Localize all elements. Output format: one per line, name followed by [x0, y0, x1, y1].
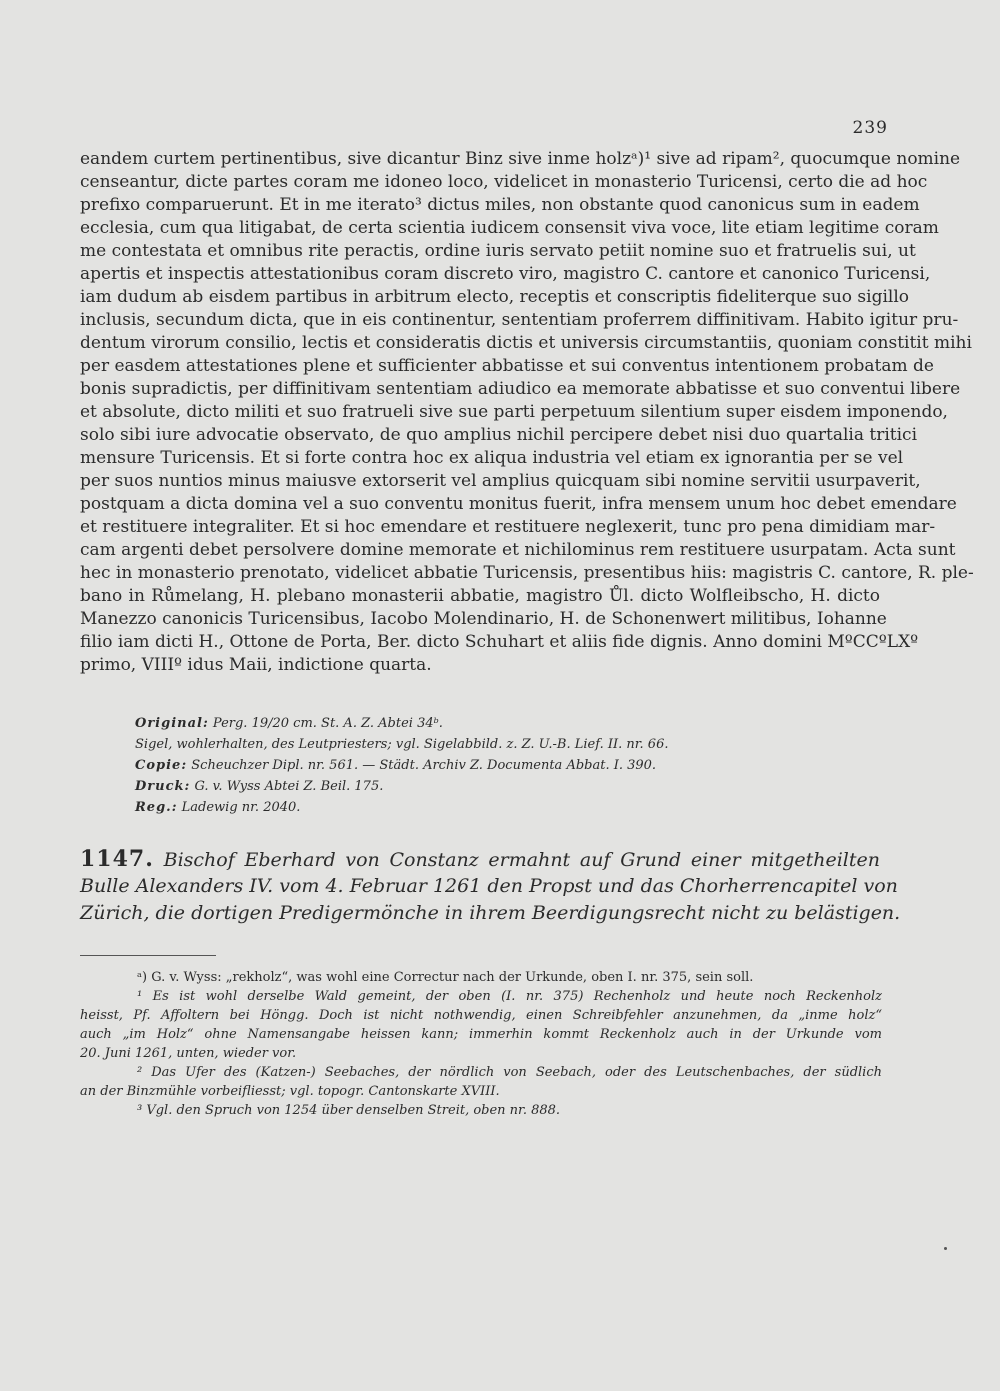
footnote-line: ² Das Ufer des (Katzen-) Seebaches, der nördlich von Seebach, oder des Leutschenbaches, der südlich — [137, 1065, 882, 1080]
body-line: apertis et inspectis attestationibus coram discreto viro, magistro C. cantore et canonico Turicensi, — [80, 264, 931, 284]
body-line: primo, VIIIº idus Maii, indictione quarta. — [80, 655, 432, 675]
source-label: Original: — [135, 716, 209, 731]
body-line: ecclesia, cum qua litigabat, de certa scientia iudicem consensit viva voce, lite etiam legitime coram — [80, 218, 939, 238]
paper-speck — [944, 1247, 947, 1250]
footnote-line: auch „im Holz“ ohne Namensangabe heissen kann; immerhin kommt Reckenholz auch in der Urkunde vom — [80, 1027, 882, 1042]
footnote-line: ¹ Es ist wohl derselbe Wald gemeint, der oben (I. nr. 375) Rechenholz und heute noch Reckenholz — [137, 989, 882, 1004]
regest-line — [80, 873, 898, 900]
body-line: eandem curtem pertinentibus, sive dicantur Binz sive inme holzᵃ)¹ sive ad ripam², quocumque nomine — [80, 149, 961, 169]
body-line: per suos nuntios minus maiusve extorserit vel amplius quicquam sibi nomine servitii usurpaverit, — [80, 471, 921, 491]
source-line — [135, 734, 875, 755]
footnote-line: ᵃ) G. v. Wyss: „rekholz“, was wohl eine Correctur nach der Urkunde, oben I. nr. 375, sein soll. — [137, 970, 754, 985]
body-line: solo sibi iure advocatie observato, de quo amplius nichil percipere debet nisi duo quartalia tritici — [80, 425, 918, 445]
body-line: Manezzo canonicis Turicensibus, Iacobo Molendinario, H. de Schonenwert militibus, Iohanne — [80, 609, 887, 629]
source-label: Reg.: — [135, 800, 178, 815]
charter-body-text — [80, 148, 974, 677]
source-text: Perg. 19/20 cm. St. A. Z. Abtei 34ᵇ. — [212, 716, 443, 731]
body-line: bonis supradictis, per diffinitivam sententiam adiudico ea memorate abbatisse et suo conventui libere — [80, 379, 961, 399]
footnote-divider — [80, 955, 216, 956]
source-line — [135, 755, 875, 776]
source-text: Sigel, wohlerhalten, des Leutpriesters; vgl. Sigelabbild. z. Z. U.-B. Lief. II. nr. 66. — [135, 737, 669, 752]
source-line — [135, 797, 875, 818]
regest-line — [80, 846, 880, 873]
source-text: G. v. Wyss Abtei Z. Beil. 175. — [194, 779, 384, 794]
source-notes — [135, 713, 875, 818]
body-line: me contestata et omnibus rite peractis, ordine iuris servato petiit nomine suo et fratruelis sui, ut — [80, 241, 916, 261]
body-line: filio iam dicti H., Ottone de Porta, Ber. dicto Schuhart et aliis fide dignis. Anno domini MºCCºLXº — [80, 632, 919, 652]
body-line: et restituere integraliter. Et si hoc emendare et restituere neglexerit, tunc pro pena dimidiam mar- — [80, 517, 936, 537]
source-text: Ladewig nr. 2040. — [181, 800, 301, 815]
regest-text: Bischof Eberhard von Constanz ermahnt auf Grund einer mitgetheilten — [163, 849, 880, 871]
body-line: cam argenti debet persolvere domine memorate et nichilominus rem restituere usurpatam. Acta sunt — [80, 540, 956, 560]
body-line: dentum virorum consilio, lectis et consideratis dictis et universis circumstantiis, quoniam constitit mihi — [80, 333, 972, 353]
regest-text: Bulle Alexanders IV. vom 4. Februar 1261 den Propst und das Chorherrencapitel von — [80, 875, 898, 897]
body-line: postquam a dicta domina vel a suo conventu monitus fuerit, infra mensem unum hoc debet emendare — [80, 494, 957, 514]
source-line — [135, 776, 875, 797]
footnote-line: ³ Vgl. den Spruch von 1254 über denselben Streit, oben nr. 888. — [137, 1103, 561, 1118]
footnote-line: heisst, Pf. Affoltern bei Höngg. Doch ist nicht nothwendig, einen Schreibfehler anzunehmen, da „inme holz“ — [80, 1008, 882, 1023]
regest-line — [80, 900, 901, 927]
document-number: 1147. — [80, 846, 154, 872]
page-number: 239 — [852, 118, 888, 138]
regest-text: Zürich, die dortigen Predigermönche in ihrem Beerdigungsrecht nicht zu belästigen. — [80, 902, 901, 924]
footnote-line: 20. Juni 1261, unten, wieder vor. — [80, 1046, 297, 1061]
footnotes — [80, 968, 882, 1120]
regest-heading — [80, 846, 901, 927]
body-line: prefixo comparuerunt. Et in me iterato³ dictus miles, non obstante quod canonicus sum in eadem — [80, 195, 920, 215]
body-line: inclusis, secundum dicta, que in eis continentur, sententiam proferrem diffinitivam. Habito igitur pru- — [80, 310, 959, 330]
body-line: hec in monasterio prenotato, videlicet abbatie Turicensis, presentibus hiis: magistris C. cantore, R. ple- — [80, 563, 974, 583]
source-label: Druck: — [135, 779, 191, 794]
source-line — [135, 713, 875, 734]
body-line: per easdem attestationes plene et sufficienter abbatisse et sui conventus intentionem probatam de — [80, 356, 934, 376]
source-label: Copie: — [135, 758, 188, 773]
footnote-line: an der Binzmühle vorbeifliesst; vgl. topogr. Cantonskarte XVIII. — [80, 1084, 500, 1099]
source-text: Scheuchzer Dipl. nr. 561. — Städt. Archiv Z. Documenta Abbat. I. 390. — [191, 758, 657, 773]
body-line: mensure Turicensis. Et si forte contra hoc ex aliqua industria vel etiam ex ignorantia per se vel — [80, 448, 904, 468]
body-line: bano in Růmelang, H. plebano monasterii abbatie, magistro Ůl. dicto Wolfleibscho, H. dicto — [80, 586, 880, 606]
body-line: et absolute, dicto militi et suo fratrueli sive sue parti perpetuum silentium super eisdem imponendo, — [80, 402, 948, 422]
body-line: iam dudum ab eisdem partibus in arbitrum electo, receptis et conscriptis fideliterque suo sigillo — [80, 287, 910, 307]
body-line: censeantur, dicte partes coram me idoneo loco, videlicet in monasterio Turicensi, certo die ad hoc — [80, 172, 928, 192]
